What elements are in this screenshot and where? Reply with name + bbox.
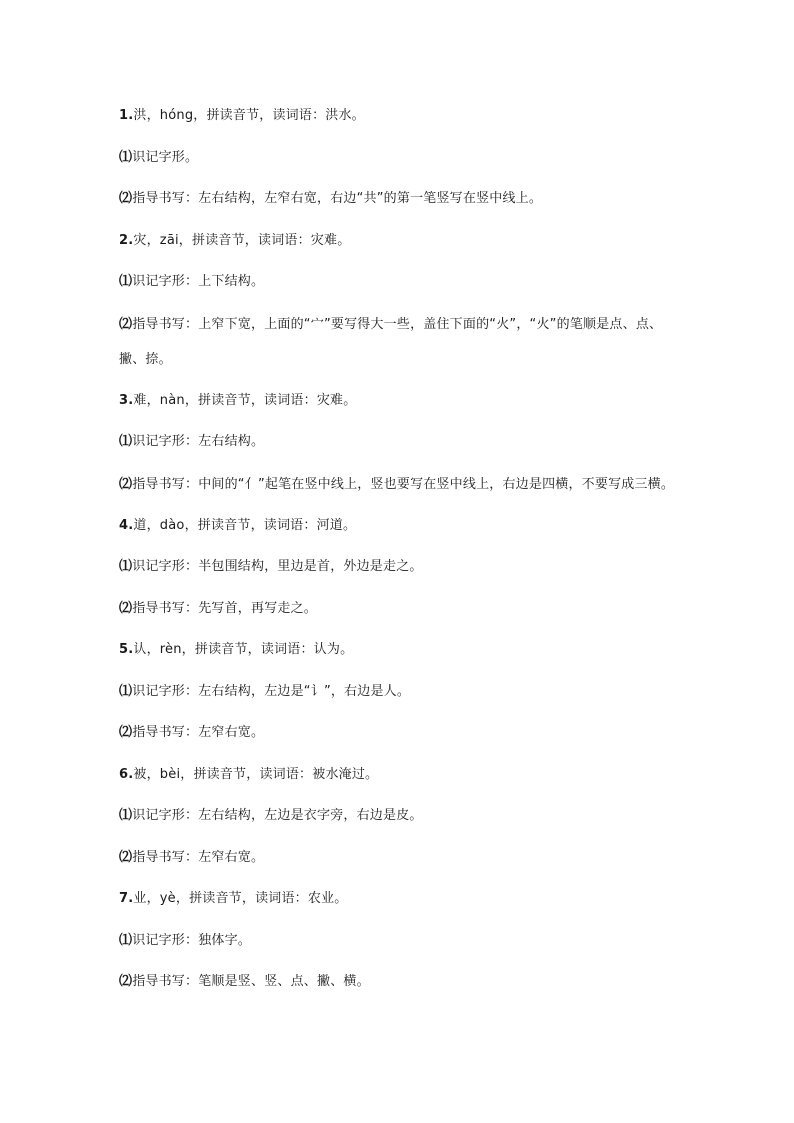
guide-text: 指导书写：左窄右宽。 [132, 725, 265, 740]
guide-text: 指导书写：笔顺是竖、竖、点、撇、横。 [132, 974, 370, 989]
document-body [119, 106, 679, 1014]
sub-marker: ⑵ [119, 974, 133, 989]
item-heading-text: 洪，hóng，拼读音节，读词语：洪水。 [133, 108, 365, 123]
item-heading-text: 业，yè，拼读音节，读词语：农业。 [133, 891, 348, 906]
item-heading [119, 231, 679, 251]
guide-text: 指导书写：上窄下宽，上面的“宀”要写得大一些，盖住下面的“火”，“火”的笔顺是点、点、撇、捺。 [119, 316, 663, 367]
item-heading [119, 640, 679, 660]
recognize-text: 识记字形。 [132, 149, 199, 165]
sub-marker: ⑴ [119, 434, 133, 449]
sub-marker: ⑴ [119, 932, 133, 948]
item-heading [119, 391, 679, 411]
recognize-text: 识记字形：左右结构。 [132, 434, 265, 449]
sub-marker: ⑵ [119, 316, 133, 332]
guide-text: 指导书写：中间的“亻”起笔在竖中线上，竖也要写在竖中线上，右边是四横，不要写成三横。 [132, 476, 675, 492]
recognize-text: 识记字形：上下结构。 [132, 274, 265, 289]
item-heading-text: 难，nàn，拼读音节，读词语：灾难。 [133, 392, 357, 408]
recognize-line [119, 931, 679, 951]
recognize-text: 识记字形：半包围结构，里边是首，外边是走之。 [132, 559, 423, 574]
guide-line [119, 972, 679, 992]
item-heading [119, 765, 679, 785]
guide-line [119, 467, 679, 502]
item-heading-text: 认，rèn，拼读音节，读词语：认为。 [133, 642, 354, 657]
item-number: 4. [119, 517, 134, 533]
sub-marker: ⑵ [119, 725, 133, 740]
item-heading [119, 516, 679, 536]
item-heading [119, 889, 679, 909]
item-number: 5. [119, 642, 134, 657]
guide-text: 指导书写：左右结构，左窄右宽，右边“共”的第一笔竖写在竖中线上。 [132, 191, 543, 206]
sub-marker: ⑵ [119, 849, 133, 865]
sub-marker: ⑵ [119, 600, 133, 616]
item-heading-text: 道，dào，拼读音节，读词语：河道。 [133, 517, 357, 533]
guide-line [119, 307, 679, 377]
sub-marker: ⑵ [119, 191, 133, 206]
guide-line [119, 848, 679, 868]
sub-marker: ⑴ [119, 559, 133, 574]
item-number: 2. [119, 232, 134, 248]
guide-line [119, 599, 679, 619]
guide-line [119, 723, 679, 743]
recognize-line [119, 682, 679, 702]
sub-marker: ⑴ [119, 683, 133, 699]
guide-text: 指导书写：左窄右宽。 [132, 849, 265, 865]
item-heading-text: 被，bèi，拼读音节，读词语：被水淹过。 [133, 766, 379, 782]
item-heading [119, 106, 679, 126]
recognize-line [119, 557, 679, 577]
recognize-text: 识记字形：左右结构，左边是衣字旁，右边是皮。 [132, 808, 423, 823]
sub-marker: ⑴ [119, 808, 133, 823]
item-heading-text: 灾，zāi，拼读音节，读词语：灾难。 [133, 232, 351, 248]
sub-marker: ⑵ [119, 476, 133, 492]
recognize-text: 识记字形：左右结构，左边是“讠”，右边是人。 [132, 683, 411, 699]
item-number: 7. [119, 891, 134, 906]
guide-text: 指导书写：先写首，再写走之。 [132, 600, 318, 616]
sub-marker: ⑴ [119, 274, 133, 289]
recognize-line [119, 272, 679, 292]
recognize-line [119, 148, 679, 168]
item-number: 3. [119, 392, 134, 408]
recognize-line [119, 432, 679, 452]
guide-line [119, 189, 679, 209]
sub-marker: ⑴ [119, 149, 133, 165]
recognize-line [119, 806, 679, 826]
recognize-text: 识记字形：独体字。 [132, 932, 252, 948]
item-number: 6. [119, 766, 134, 782]
item-number: 1. [119, 108, 134, 123]
